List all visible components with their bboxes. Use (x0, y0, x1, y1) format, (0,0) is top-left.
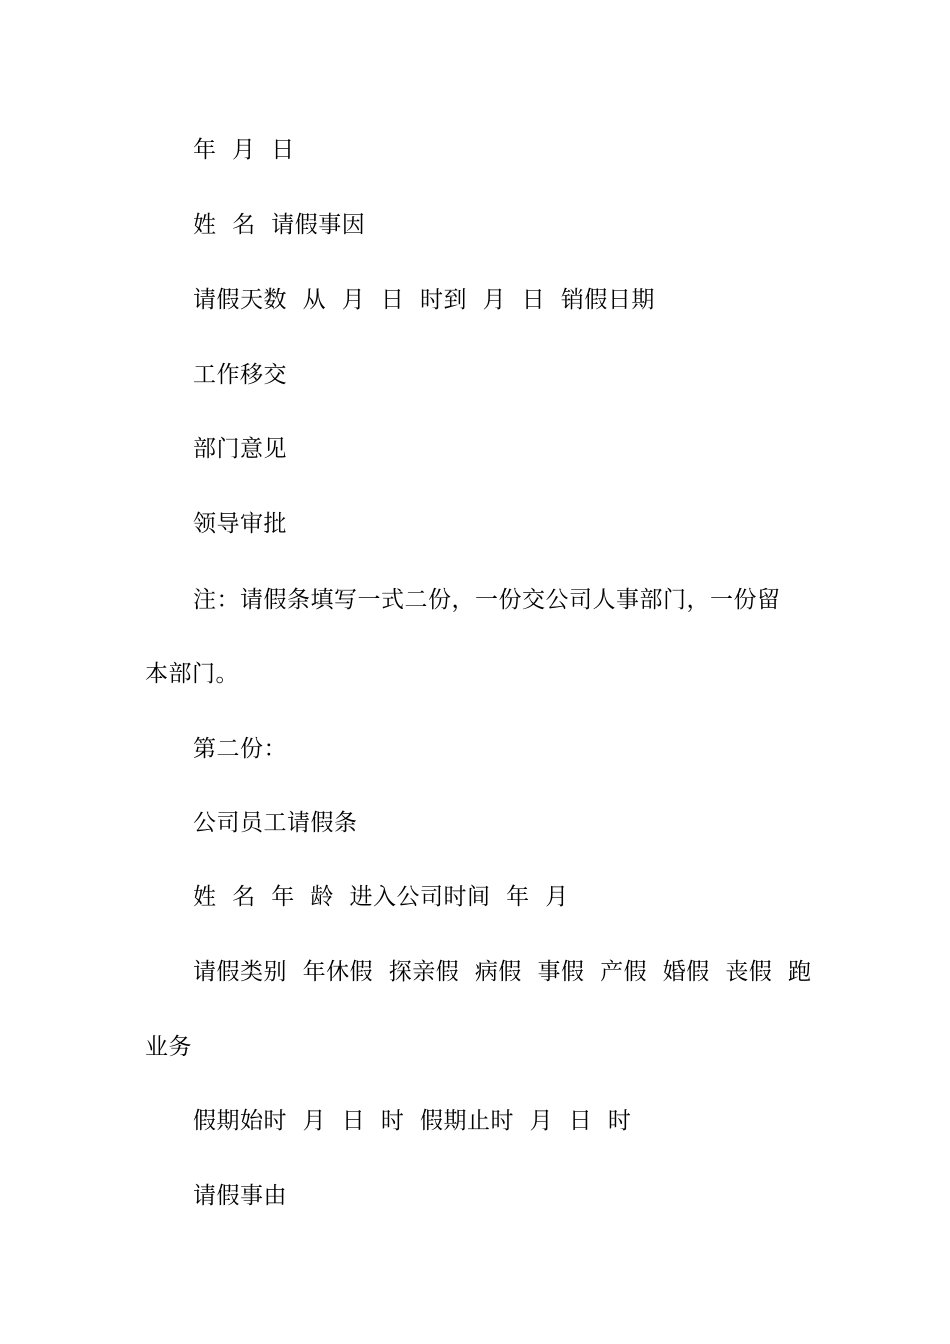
department-opinion-line: 部门意见 (193, 436, 287, 462)
leave-days-line: 请假天数 从 月 日 时到 月 日 销假日期 (193, 287, 655, 313)
employee-info-line: 姓 名 年 龄 进入公司时间 年 月 (193, 884, 569, 910)
second-copy-heading: 第二份： (193, 736, 287, 762)
date-line: 年 月 日 (193, 137, 295, 163)
note-line: 注：请假条填写一式二份，一份交公司人事部门，一份留 (193, 587, 781, 613)
leader-approval-line: 领导审批 (193, 511, 287, 537)
name-reason-line: 姓 名 请假事因 (193, 212, 366, 238)
leave-period-line: 假期始时 月 日 时 假期止时 月 日 时 (193, 1108, 632, 1134)
note-continuation-line: 本部门。 (145, 661, 239, 687)
leave-type-continuation-line: 业务 (145, 1034, 192, 1060)
leave-type-line: 请假类别 年休假 探亲假 病假 事假 产假 婚假 丧假 跑 (193, 959, 812, 985)
form-title: 公司员工请假条 (193, 810, 358, 836)
leave-reason-line: 请假事由 (193, 1183, 287, 1209)
work-handover-line: 工作移交 (193, 362, 287, 388)
